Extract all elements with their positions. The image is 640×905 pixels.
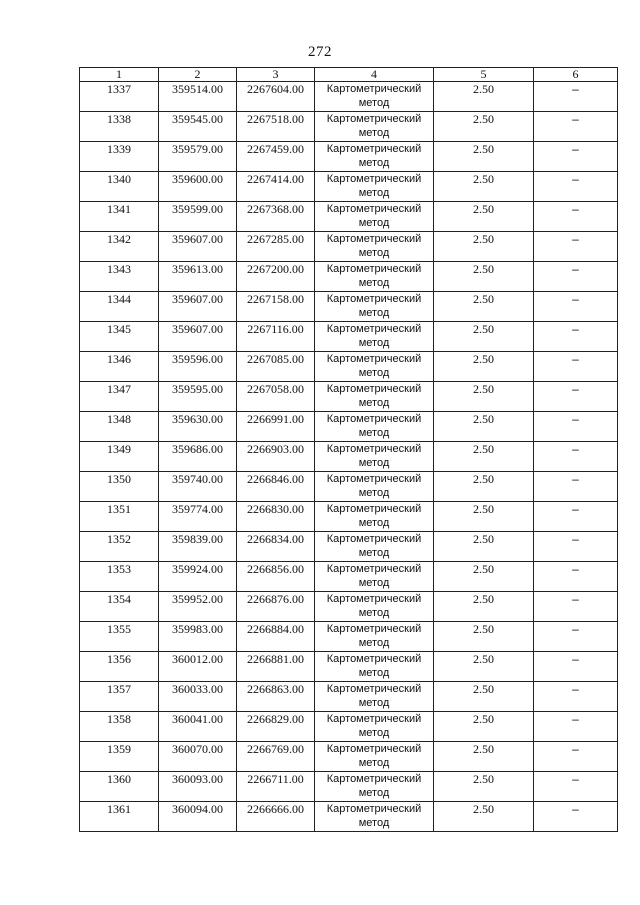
method-cell: Картометрический метод xyxy=(315,712,434,742)
x-coordinate-cell: 359952.00 xyxy=(159,592,237,622)
note-cell: – xyxy=(534,772,618,802)
accuracy-cell: 2.50 xyxy=(434,412,534,442)
x-coordinate-cell: 359579.00 xyxy=(159,142,237,172)
point-number-cell: 1348 xyxy=(80,412,159,442)
accuracy-cell: 2.50 xyxy=(434,232,534,262)
method-cell: Картометрический метод xyxy=(315,82,434,112)
note-cell: – xyxy=(534,202,618,232)
point-number-cell: 1339 xyxy=(80,142,159,172)
x-coordinate-cell: 359595.00 xyxy=(159,382,237,412)
method-cell: Картометрический метод xyxy=(315,802,434,832)
table-row xyxy=(80,262,618,292)
y-coordinate-cell: 2266711.00 xyxy=(237,772,315,802)
note-cell: – xyxy=(534,412,618,442)
x-coordinate-cell: 359607.00 xyxy=(159,232,237,262)
table-row xyxy=(80,142,618,172)
accuracy-cell: 2.50 xyxy=(434,742,534,772)
note-cell: – xyxy=(534,112,618,142)
method-cell: Картометрический метод xyxy=(315,442,434,472)
x-coordinate-cell: 359740.00 xyxy=(159,472,237,502)
y-coordinate-cell: 2267285.00 xyxy=(237,232,315,262)
note-cell: – xyxy=(534,652,618,682)
point-number-cell: 1360 xyxy=(80,772,159,802)
accuracy-cell: 2.50 xyxy=(434,682,534,712)
y-coordinate-cell: 2267604.00 xyxy=(237,82,315,112)
point-number-cell: 1361 xyxy=(80,802,159,832)
method-cell: Картометрический метод xyxy=(315,352,434,382)
y-coordinate-cell: 2266991.00 xyxy=(237,412,315,442)
table-row xyxy=(80,652,618,682)
accuracy-cell: 2.50 xyxy=(434,652,534,682)
accuracy-cell: 2.50 xyxy=(434,112,534,142)
point-number-cell: 1346 xyxy=(80,352,159,382)
header-col-5: 5 xyxy=(434,68,534,82)
note-cell: – xyxy=(534,82,618,112)
table-row xyxy=(80,712,618,742)
table-row xyxy=(80,202,618,232)
y-coordinate-cell: 2266846.00 xyxy=(237,472,315,502)
x-coordinate-cell: 359607.00 xyxy=(159,292,237,322)
point-number-cell: 1355 xyxy=(80,622,159,652)
y-coordinate-cell: 2266856.00 xyxy=(237,562,315,592)
header-col-6: 6 xyxy=(534,68,618,82)
accuracy-cell: 2.50 xyxy=(434,202,534,232)
method-cell: Картометрический метод xyxy=(315,682,434,712)
note-cell: – xyxy=(534,352,618,382)
table-row xyxy=(80,592,618,622)
y-coordinate-cell: 2267414.00 xyxy=(237,172,315,202)
accuracy-cell: 2.50 xyxy=(434,502,534,532)
y-coordinate-cell: 2267158.00 xyxy=(237,292,315,322)
y-coordinate-cell: 2267459.00 xyxy=(237,142,315,172)
y-coordinate-cell: 2266863.00 xyxy=(237,682,315,712)
accuracy-cell: 2.50 xyxy=(434,292,534,322)
table-row xyxy=(80,502,618,532)
point-number-cell: 1352 xyxy=(80,532,159,562)
x-coordinate-cell: 359545.00 xyxy=(159,112,237,142)
point-number-cell: 1338 xyxy=(80,112,159,142)
method-cell: Картометрический метод xyxy=(315,382,434,412)
x-coordinate-cell: 359630.00 xyxy=(159,412,237,442)
method-cell: Картометрический метод xyxy=(315,172,434,202)
table-row xyxy=(80,442,618,472)
accuracy-cell: 2.50 xyxy=(434,712,534,742)
accuracy-cell: 2.50 xyxy=(434,592,534,622)
table-row xyxy=(80,802,618,832)
note-cell: – xyxy=(534,232,618,262)
table-row xyxy=(80,472,618,502)
point-number-cell: 1345 xyxy=(80,322,159,352)
note-cell: – xyxy=(534,322,618,352)
note-cell: – xyxy=(534,382,618,412)
y-coordinate-cell: 2267085.00 xyxy=(237,352,315,382)
point-number-cell: 1359 xyxy=(80,742,159,772)
note-cell: – xyxy=(534,142,618,172)
method-cell: Картометрический метод xyxy=(315,742,434,772)
method-cell: Картометрический метод xyxy=(315,622,434,652)
table-row xyxy=(80,292,618,322)
accuracy-cell: 2.50 xyxy=(434,382,534,412)
accuracy-cell: 2.50 xyxy=(434,562,534,592)
x-coordinate-cell: 359839.00 xyxy=(159,532,237,562)
method-cell: Картометрический метод xyxy=(315,202,434,232)
y-coordinate-cell: 2266876.00 xyxy=(237,592,315,622)
point-number-cell: 1354 xyxy=(80,592,159,622)
table-row xyxy=(80,352,618,382)
page-number: 272 xyxy=(308,44,332,60)
table-row xyxy=(80,82,618,112)
note-cell: – xyxy=(534,712,618,742)
y-coordinate-cell: 2267200.00 xyxy=(237,262,315,292)
y-coordinate-cell: 2266881.00 xyxy=(237,652,315,682)
note-cell: – xyxy=(534,562,618,592)
x-coordinate-cell: 359983.00 xyxy=(159,622,237,652)
x-coordinate-cell: 360070.00 xyxy=(159,742,237,772)
method-cell: Картометрический метод xyxy=(315,772,434,802)
y-coordinate-cell: 2266884.00 xyxy=(237,622,315,652)
table-row xyxy=(80,772,618,802)
accuracy-cell: 2.50 xyxy=(434,262,534,292)
note-cell: – xyxy=(534,262,618,292)
method-cell: Картометрический метод xyxy=(315,322,434,352)
point-number-cell: 1341 xyxy=(80,202,159,232)
method-cell: Картометрический метод xyxy=(315,142,434,172)
y-coordinate-cell: 2266834.00 xyxy=(237,532,315,562)
table-row xyxy=(80,532,618,562)
point-number-cell: 1337 xyxy=(80,82,159,112)
accuracy-cell: 2.50 xyxy=(434,82,534,112)
method-cell: Картометрический метод xyxy=(315,412,434,442)
method-cell: Картометрический метод xyxy=(315,262,434,292)
method-cell: Картометрический метод xyxy=(315,592,434,622)
note-cell: – xyxy=(534,622,618,652)
table-row xyxy=(80,382,618,412)
note-cell: – xyxy=(534,682,618,712)
method-cell: Картометрический метод xyxy=(315,532,434,562)
method-cell: Картометрический метод xyxy=(315,292,434,322)
note-cell: – xyxy=(534,532,618,562)
point-number-cell: 1356 xyxy=(80,652,159,682)
accuracy-cell: 2.50 xyxy=(434,772,534,802)
point-number-cell: 1340 xyxy=(80,172,159,202)
point-number-cell: 1344 xyxy=(80,292,159,322)
y-coordinate-cell: 2266769.00 xyxy=(237,742,315,772)
accuracy-cell: 2.50 xyxy=(434,322,534,352)
y-coordinate-cell: 2266830.00 xyxy=(237,502,315,532)
x-coordinate-cell: 360012.00 xyxy=(159,652,237,682)
accuracy-cell: 2.50 xyxy=(434,172,534,202)
table-row xyxy=(80,682,618,712)
accuracy-cell: 2.50 xyxy=(434,802,534,832)
table-body xyxy=(80,82,618,832)
point-number-cell: 1342 xyxy=(80,232,159,262)
x-coordinate-cell: 359607.00 xyxy=(159,322,237,352)
accuracy-cell: 2.50 xyxy=(434,442,534,472)
method-cell: Картометрический метод xyxy=(315,652,434,682)
x-coordinate-cell: 360093.00 xyxy=(159,772,237,802)
method-cell: Картометрический метод xyxy=(315,232,434,262)
point-number-cell: 1350 xyxy=(80,472,159,502)
note-cell: – xyxy=(534,802,618,832)
table-row xyxy=(80,112,618,142)
point-number-cell: 1357 xyxy=(80,682,159,712)
point-number-cell: 1343 xyxy=(80,262,159,292)
accuracy-cell: 2.50 xyxy=(434,352,534,382)
header-col-2: 2 xyxy=(159,68,237,82)
accuracy-cell: 2.50 xyxy=(434,472,534,502)
method-cell: Картометрический метод xyxy=(315,472,434,502)
y-coordinate-cell: 2267368.00 xyxy=(237,202,315,232)
note-cell: – xyxy=(534,592,618,622)
method-cell: Картометрический метод xyxy=(315,562,434,592)
x-coordinate-cell: 360094.00 xyxy=(159,802,237,832)
note-cell: – xyxy=(534,442,618,472)
table-row xyxy=(80,562,618,592)
y-coordinate-cell: 2266666.00 xyxy=(237,802,315,832)
table-row xyxy=(80,322,618,352)
x-coordinate-cell: 359599.00 xyxy=(159,202,237,232)
accuracy-cell: 2.50 xyxy=(434,532,534,562)
x-coordinate-cell: 359600.00 xyxy=(159,172,237,202)
header-col-4: 4 xyxy=(315,68,434,82)
y-coordinate-cell: 2266903.00 xyxy=(237,442,315,472)
table-row xyxy=(80,742,618,772)
note-cell: – xyxy=(534,742,618,772)
y-coordinate-cell: 2266829.00 xyxy=(237,712,315,742)
y-coordinate-cell: 2267116.00 xyxy=(237,322,315,352)
point-number-cell: 1349 xyxy=(80,442,159,472)
y-coordinate-cell: 2267058.00 xyxy=(237,382,315,412)
x-coordinate-cell: 360041.00 xyxy=(159,712,237,742)
point-number-cell: 1353 xyxy=(80,562,159,592)
x-coordinate-cell: 359514.00 xyxy=(159,82,237,112)
note-cell: – xyxy=(534,172,618,202)
y-coordinate-cell: 2267518.00 xyxy=(237,112,315,142)
point-number-cell: 1351 xyxy=(80,502,159,532)
note-cell: – xyxy=(534,472,618,502)
coordinates-table xyxy=(79,67,618,832)
header-col-1: 1 xyxy=(80,68,159,82)
table-row xyxy=(80,622,618,652)
table-row xyxy=(80,232,618,262)
x-coordinate-cell: 359686.00 xyxy=(159,442,237,472)
x-coordinate-cell: 359924.00 xyxy=(159,562,237,592)
accuracy-cell: 2.50 xyxy=(434,622,534,652)
header-col-3: 3 xyxy=(237,68,315,82)
point-number-cell: 1358 xyxy=(80,712,159,742)
table-row xyxy=(80,412,618,442)
x-coordinate-cell: 360033.00 xyxy=(159,682,237,712)
note-cell: – xyxy=(534,502,618,532)
x-coordinate-cell: 359613.00 xyxy=(159,262,237,292)
x-coordinate-cell: 359774.00 xyxy=(159,502,237,532)
point-number-cell: 1347 xyxy=(80,382,159,412)
note-cell: – xyxy=(534,292,618,322)
table-row xyxy=(80,172,618,202)
method-cell: Картометрический метод xyxy=(315,112,434,142)
accuracy-cell: 2.50 xyxy=(434,142,534,172)
x-coordinate-cell: 359596.00 xyxy=(159,352,237,382)
table-header-row xyxy=(80,68,618,82)
method-cell: Картометрический метод xyxy=(315,502,434,532)
